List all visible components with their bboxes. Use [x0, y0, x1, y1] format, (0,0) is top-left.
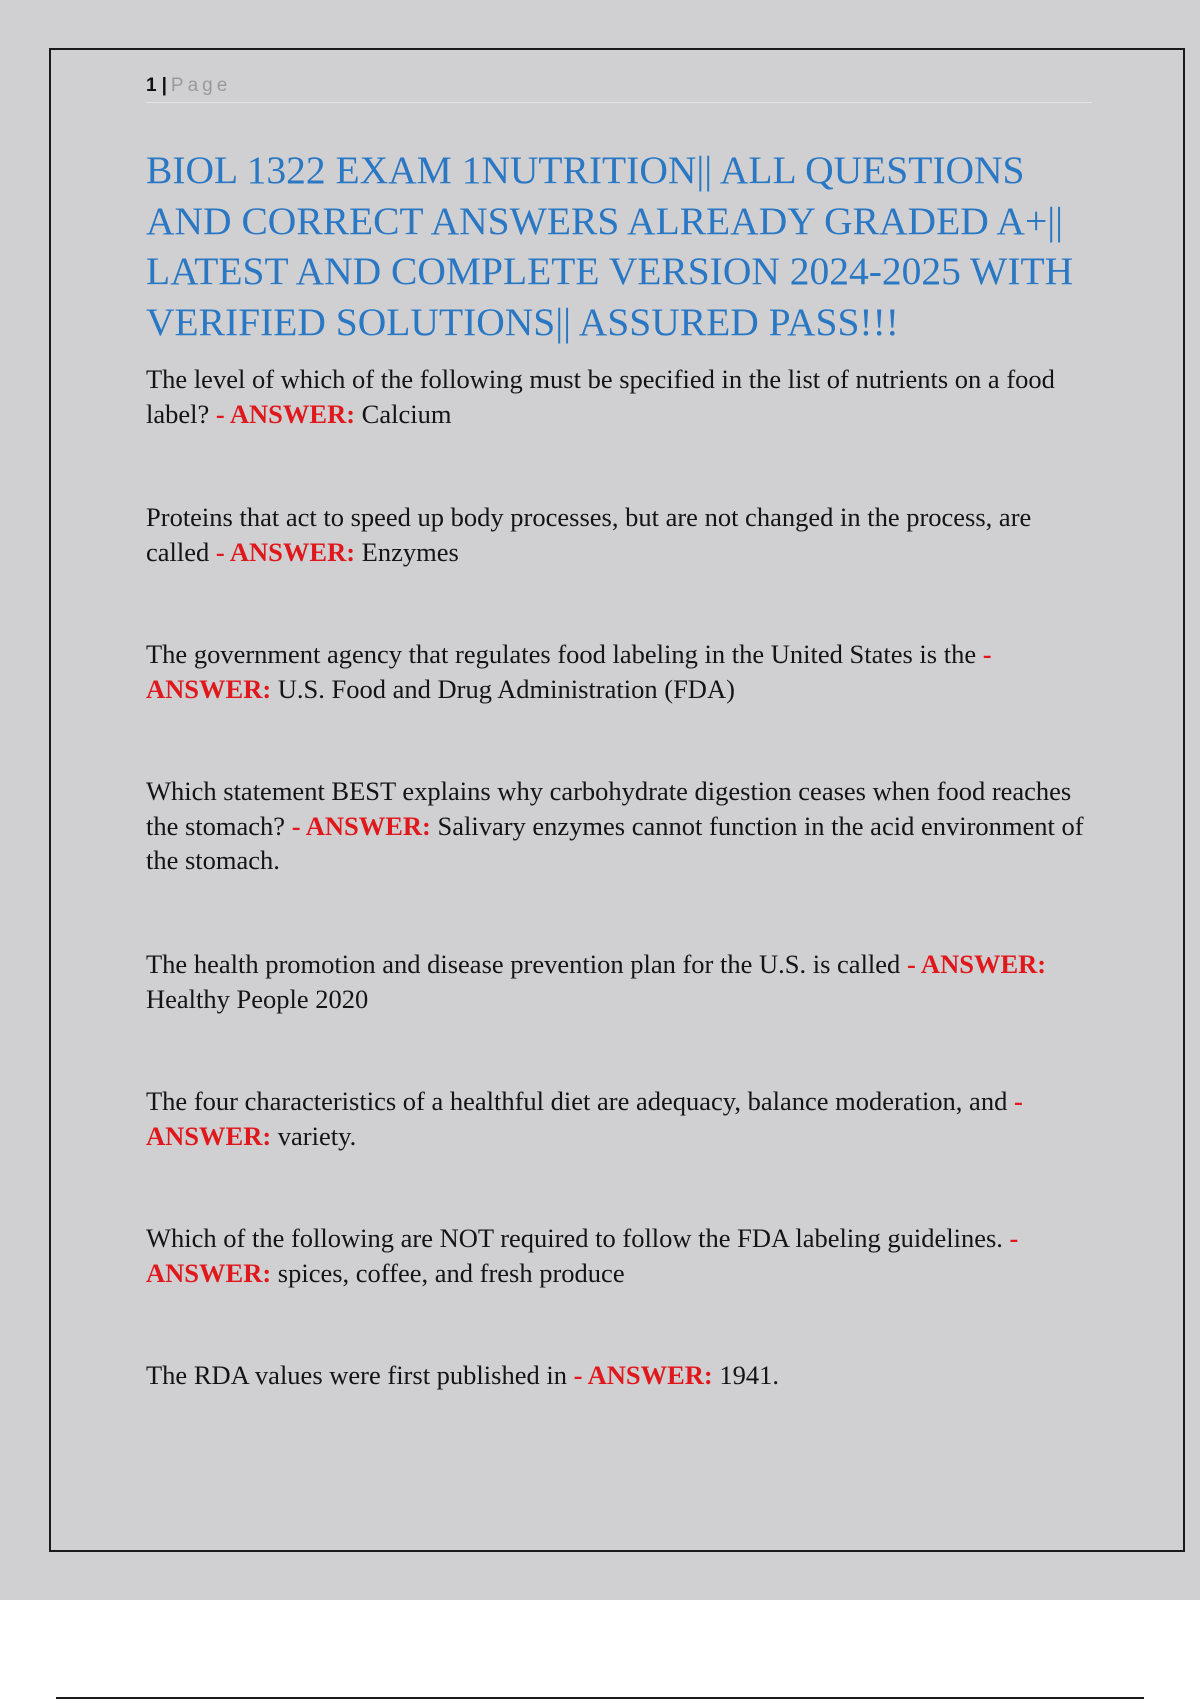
page-number: 1	[146, 75, 157, 96]
question-text: The four characteristics of a healthful diet are adequacy, balance moderation, and	[146, 1086, 1008, 1116]
question-text: The level of which of the following must be specified in the list of nutrients on a food label?	[146, 364, 1055, 429]
page-separator: |	[161, 75, 167, 96]
qa-item-3	[146, 637, 1096, 706]
answer-marker: - ANSWER:	[906, 949, 1047, 979]
qa-item-8	[146, 1358, 1096, 1393]
question-text: Which of the following are NOT required to follow the FDA labeling guidelines.	[146, 1223, 1003, 1253]
answer-text: Enzymes	[361, 536, 459, 567]
answer-text: spices, coffee, and fresh produce	[277, 1257, 625, 1288]
page-label: Page	[170, 75, 232, 96]
page-header	[146, 74, 1092, 103]
answer-marker: - ANSWER:	[573, 1360, 713, 1390]
qa-item-4	[146, 774, 1096, 878]
answer-text: Salivary enzymes cannot function in the acid environment of the stomach.	[146, 810, 1084, 875]
qa-item-2	[146, 500, 1096, 569]
answer-marker: - ANSWER:	[215, 536, 356, 567]
qa-item-6	[146, 1084, 1096, 1153]
question-text: The RDA values were first published in	[146, 1360, 567, 1390]
qa-item-1	[146, 362, 1096, 431]
answer-text: variety.	[277, 1120, 357, 1151]
question-text: Proteins that act to speed up body processes, but are not changed in the process, are called	[146, 502, 1032, 567]
question-text: Which statement BEST explains why carbohydrate digestion ceases when food reaches the stomach?	[146, 776, 1072, 841]
answer-marker: - ANSWER:	[146, 639, 992, 704]
question-text: The health promotion and disease prevention plan for the U.S. is called	[146, 949, 901, 979]
answer-text: Healthy People 2020	[146, 983, 369, 1014]
answer-marker: - ANSWER:	[291, 810, 431, 841]
answer-marker: - ANSWER:	[146, 1086, 1023, 1151]
document-title: BIOL 1322 EXAM 1NUTRITION|| ALL QUESTIONS AND CORRECT ANSWERS ALREADY GRADED A+|| LATEST AND COMPLETE VERSION 2024-2025 WITH VERIFIED SOLUTIONS|| ASSURED PASS!!!	[146, 148, 1074, 344]
question-text: The government agency that regulates food labeling in the United States is the	[146, 639, 977, 669]
answer-marker: - ANSWER:	[215, 398, 356, 429]
bottom-divider	[56, 1697, 1144, 1699]
answer-text: Calcium	[361, 398, 452, 429]
qa-item-7	[146, 1221, 1096, 1290]
answer-marker: - ANSWER:	[146, 1223, 1019, 1288]
answer-text: U.S. Food and Drug Administration (FDA)	[277, 673, 735, 704]
qa-item-5	[146, 947, 1096, 1016]
answer-text: 1941.	[719, 1360, 779, 1390]
